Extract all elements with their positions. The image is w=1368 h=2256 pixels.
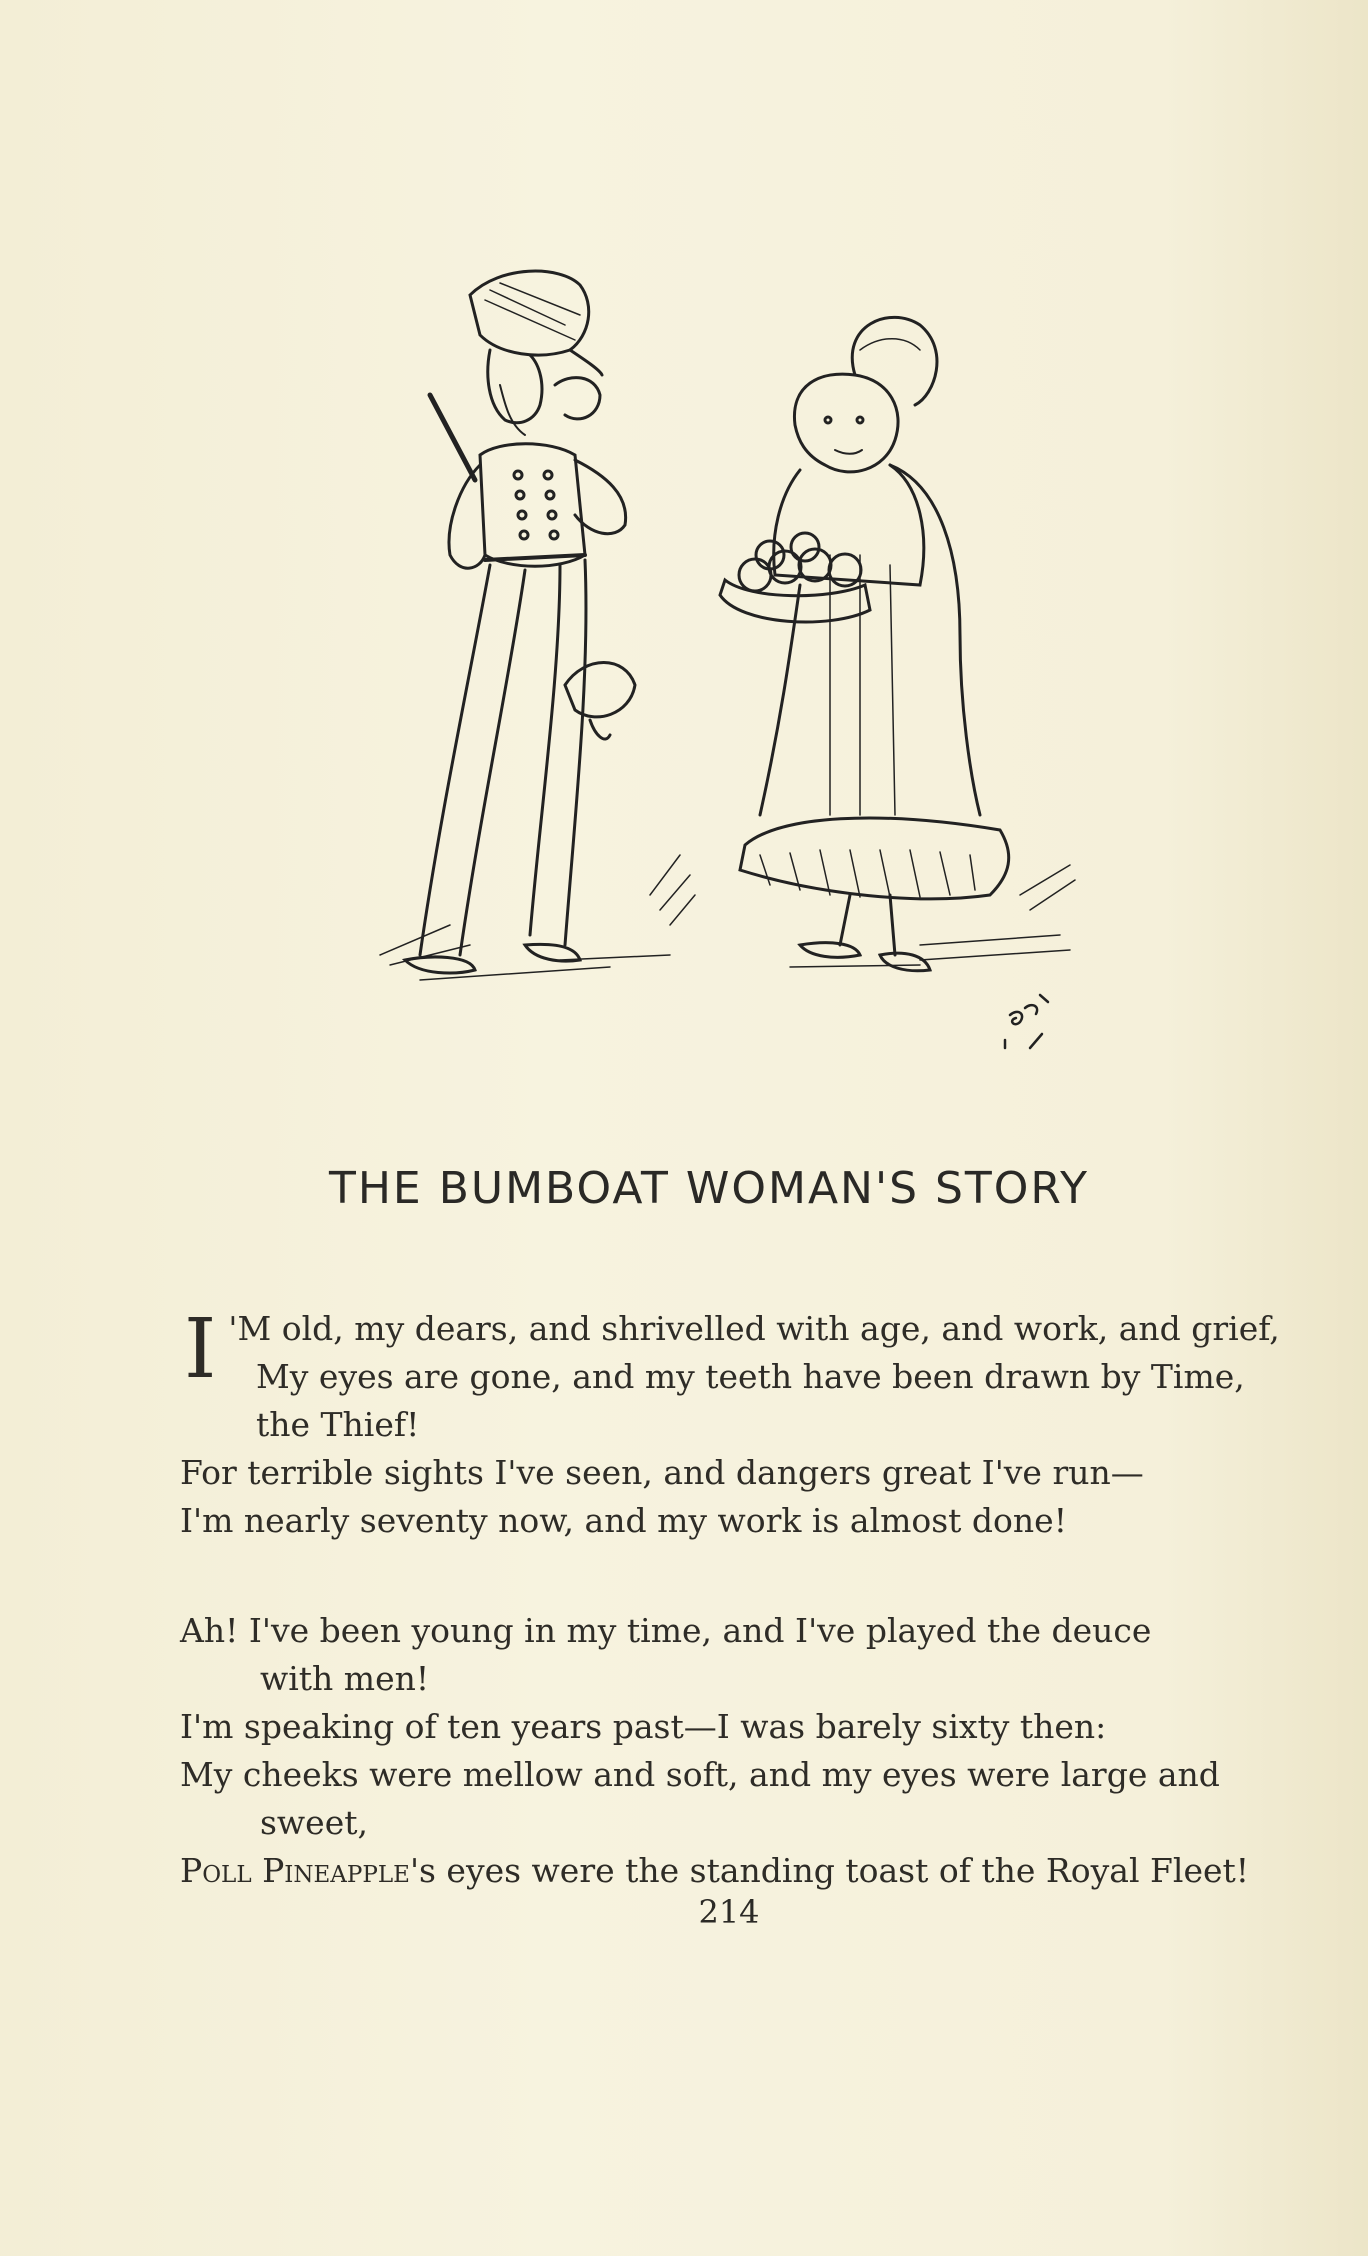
poem-line: the Thief! [256,1405,420,1444]
artist-signature [990,990,1070,1060]
stanza-2 [180,1607,1290,1895]
drop-cap: I [184,1302,217,1397]
bumboat-woman-figure [720,317,1075,970]
poem-line: I'm speaking of ten years past—I was barely sixty then: [180,1707,1107,1746]
poem-line: My eyes are gone, and my teeth have been drawn by Time, [256,1357,1245,1396]
page-number: 214 [698,1893,760,1931]
poem-body [180,1302,1290,1957]
sailor-and-bumboat-woman-illustration [360,255,1090,1075]
poem-line: with men! [260,1659,430,1698]
poem-line: Ah! I've been young in my time, and I've played the deuce [180,1611,1152,1650]
poem-line: Poll Pineapple's eyes were the standing toast of the Royal Fleet! [180,1851,1250,1890]
character-name: Poll Pineapple [180,1851,410,1890]
poem-line: sweet, [260,1803,368,1842]
poem-line: For terrible sights I've seen, and dangers great I've run— [180,1453,1144,1492]
poem-title: THE BUMBOAT WOMAN'S STORY [328,1163,1090,1214]
officer-figure [380,271,695,980]
poem-line: My cheeks were mellow and soft, and my eyes were large and [180,1755,1220,1794]
poem-line: I'm nearly seventy now, and my work is almost done! [180,1501,1067,1540]
stanza-1 [180,1302,1290,1545]
poem-line: 'M old, my dears, and shrivelled with age, and work, and grief, [228,1309,1280,1348]
